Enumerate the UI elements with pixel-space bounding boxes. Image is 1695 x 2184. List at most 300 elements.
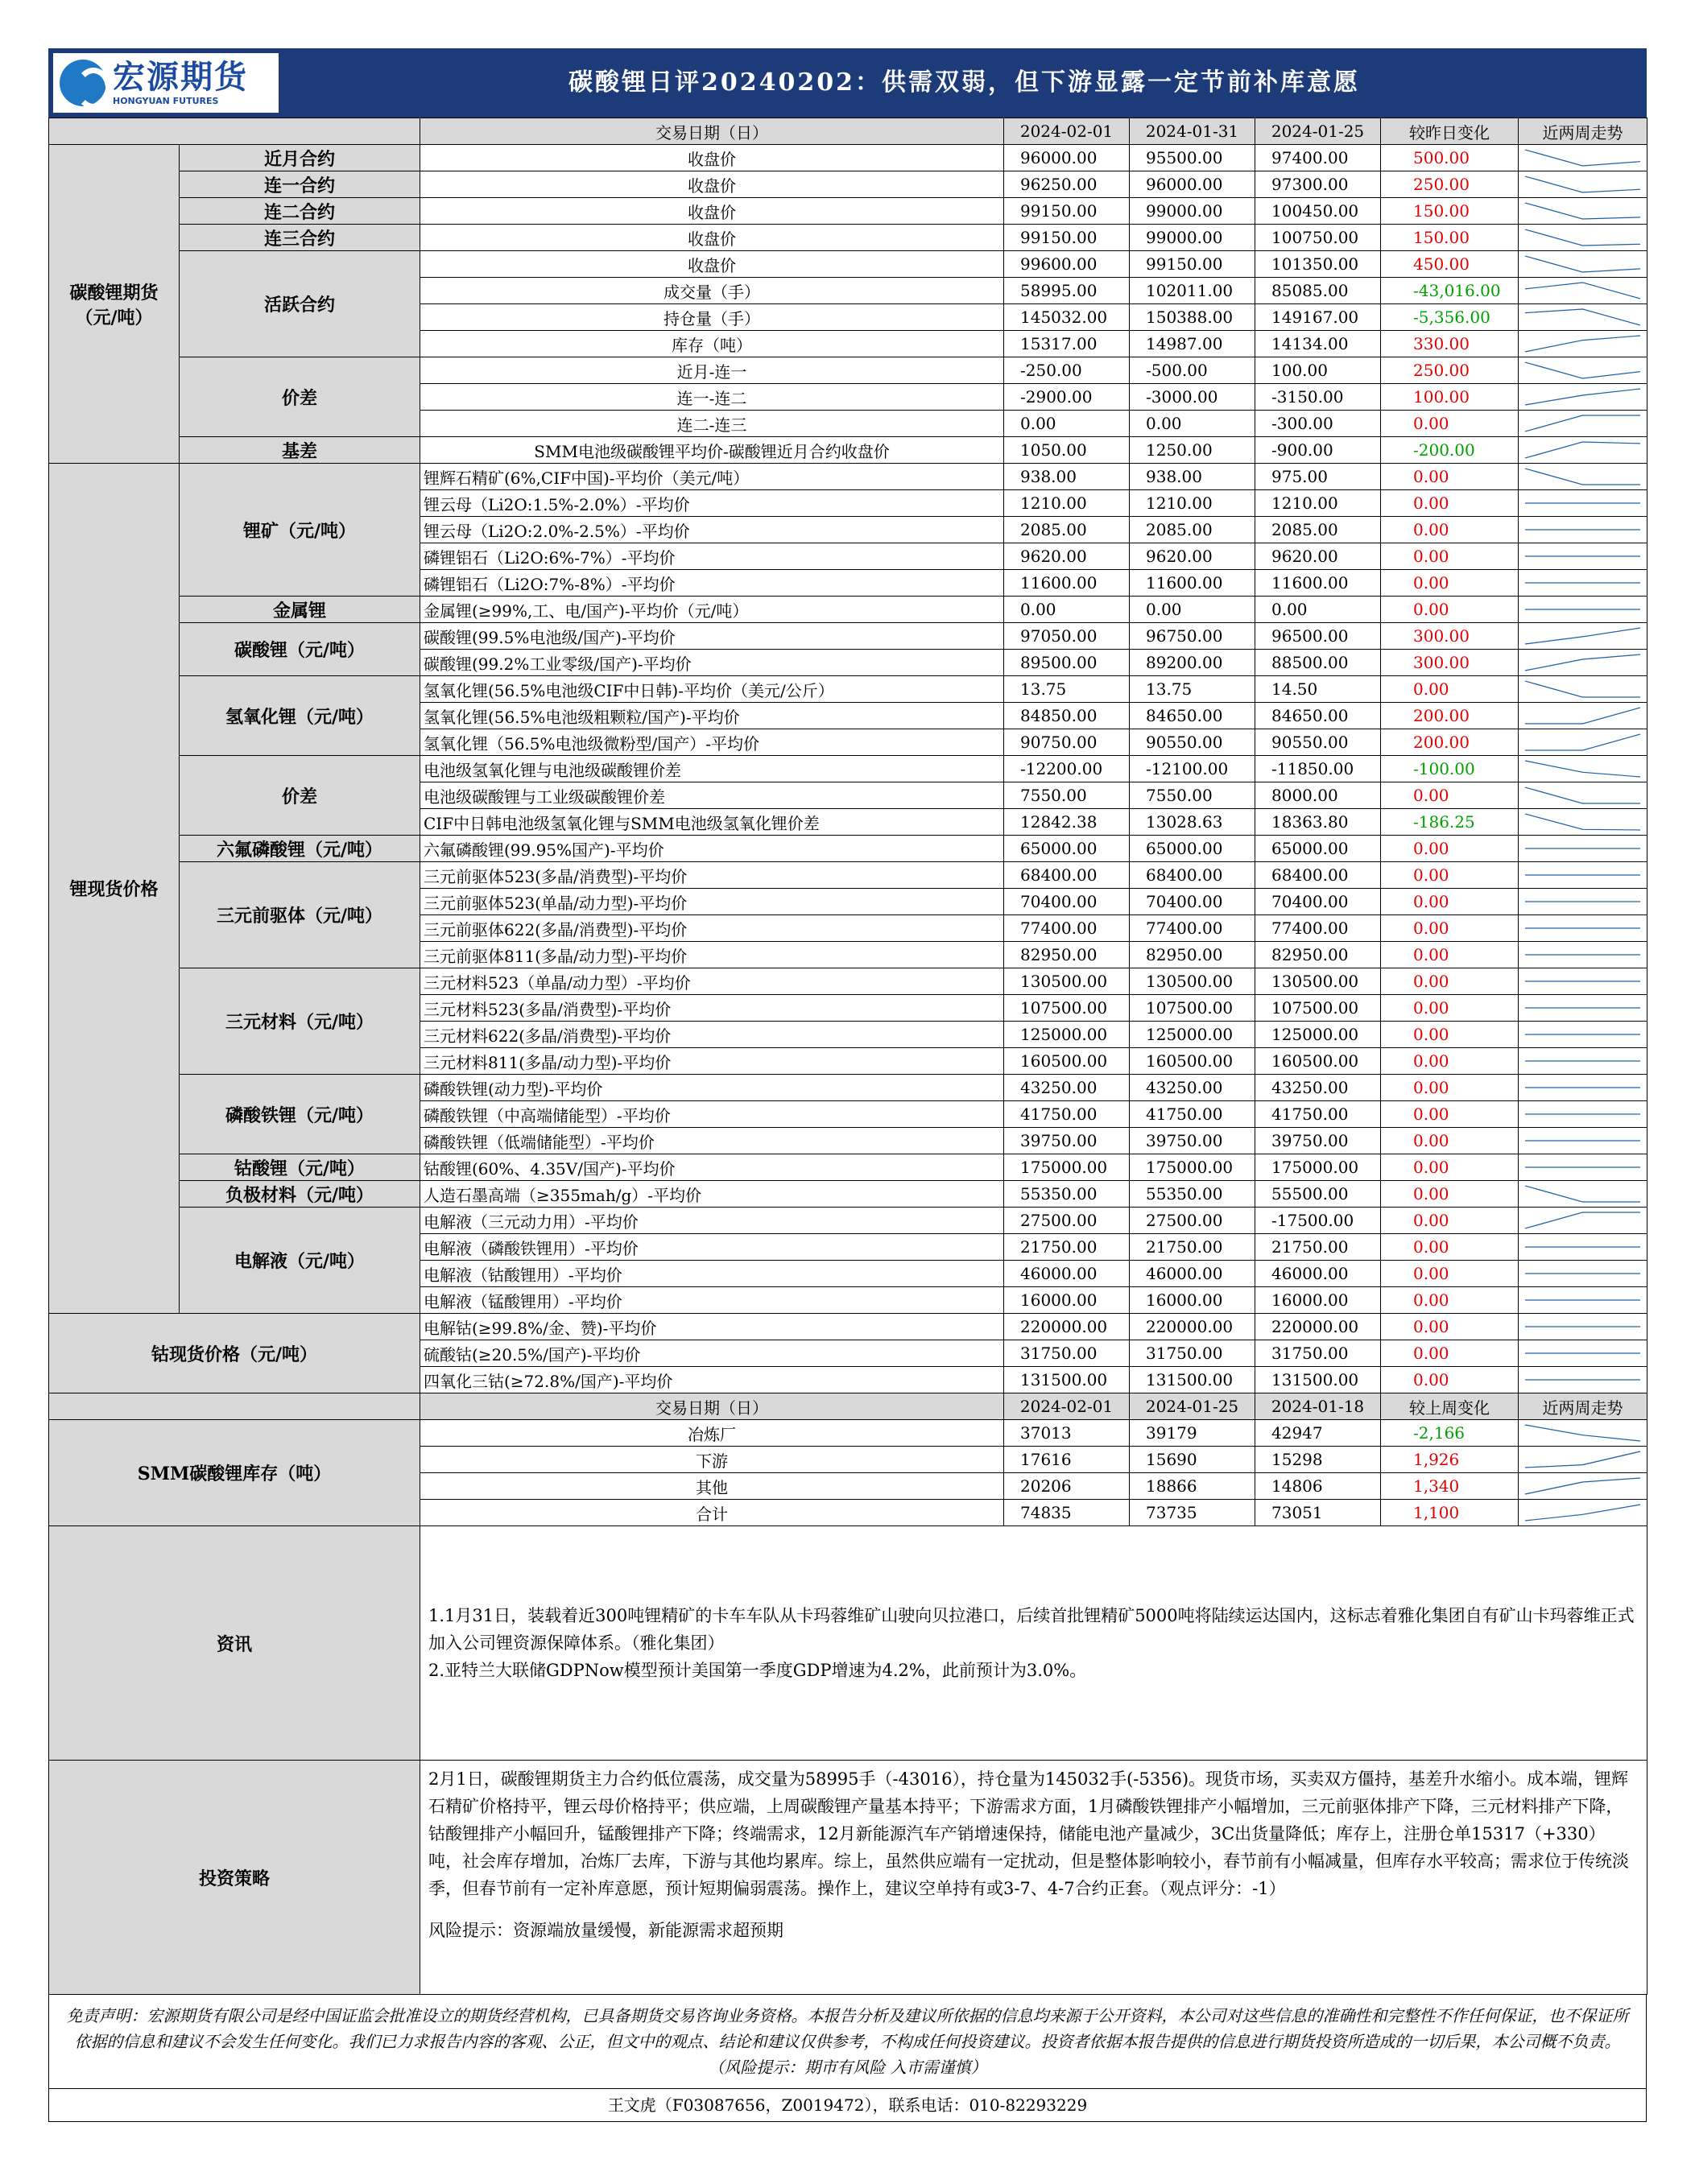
row-label: 收盘价 xyxy=(420,171,1004,198)
table-header-row xyxy=(49,118,1647,145)
strategy-text: 2月1日，碳酸锂期货主力合约低位震荡，成交量为58995手（-43016），持仓量为145032手(-5356)。现货市场，买卖双方僵持，基差升水缩小。成本端，锂辉石精矿价格持平，锂云母价格持平；供应端，上周碳酸锂产量基本持平；下游需求方面，1月磷酸铁锂排产小幅增加，三元前驱体排产下降，三元材料排产下降，钴酸锂排产小幅回升，锰酸锂排产下降；终端需求，12月新能源汽车产销增速保持，储能电池产量减少，3C出货量降低；库存上，注册仓单15317（+330）吨，社会库存增加，冶炼厂去库，下游与其他均累库。综上，虽然供应端有一定扰动，但是整体影响较小，春节前有小幅减量，但库存水平较高；需求位于传统淡季，但春节前有一定补库意愿，预计短期偏弱震荡。操作上，建议空单持有或3-7、4-7合约正套。（观点评分：-1） xyxy=(428,1769,1629,1898)
value-cell: 9620.00 xyxy=(1130,543,1255,570)
value-cell: 160500.00 xyxy=(1255,1048,1381,1075)
value-cell: 101350.00 xyxy=(1255,251,1381,278)
value-cell: 99000.00 xyxy=(1130,225,1255,251)
sparkline-line xyxy=(1525,1425,1640,1441)
group-label: 锂矿（元/吨） xyxy=(180,464,420,597)
row-label: 下游 xyxy=(420,1447,1004,1473)
change-cell: 0.00 xyxy=(1381,1287,1519,1314)
value-cell: 70400.00 xyxy=(1130,889,1255,915)
table-row xyxy=(49,357,1647,384)
table-row xyxy=(49,464,1647,490)
logo-name-en: HONGYUAN FUTURES xyxy=(113,95,219,106)
row-label: 三元前驱体811(多晶/动力型)-平均价 xyxy=(420,942,1004,968)
value-cell: 46000.00 xyxy=(1255,1261,1381,1287)
row-label: 三元材料622(多晶/消费型)-平均价 xyxy=(420,1022,1004,1048)
value-cell: 131500.00 xyxy=(1255,1367,1381,1393)
trend-sparkline xyxy=(1519,331,1647,357)
value-cell: 90550.00 xyxy=(1130,729,1255,756)
change-cell: -5,356.00 xyxy=(1381,304,1519,331)
value-cell: 99150.00 xyxy=(1004,198,1130,225)
value-cell: 21750.00 xyxy=(1004,1234,1130,1261)
trend-sparkline xyxy=(1519,304,1647,331)
sparkline-line xyxy=(1525,229,1640,246)
value-cell: -17500.00 xyxy=(1255,1208,1381,1234)
row-label: SMM电池级碳酸锂平均价-碳酸锂近月合约收盘价 xyxy=(420,437,1004,464)
sparkline-line xyxy=(1525,814,1640,830)
trend-sparkline xyxy=(1519,1367,1647,1393)
trend-sparkline xyxy=(1519,517,1647,543)
trend-sparkline xyxy=(1519,889,1647,915)
value-cell: -11850.00 xyxy=(1255,756,1381,782)
value-cell: 0.00 xyxy=(1004,597,1130,623)
table-row xyxy=(49,1075,1647,1101)
value-cell: 39750.00 xyxy=(1004,1128,1130,1154)
trend-sparkline xyxy=(1519,1075,1647,1101)
value-cell: 97400.00 xyxy=(1255,145,1381,171)
sparkline-line xyxy=(1525,761,1640,777)
news-item: 2.亚特兰大联储GDPNow模型预计美国第一季度GDP增速为4.2%，此前预计为3.0%。 xyxy=(428,1661,1087,1680)
change-cell: 0.00 xyxy=(1381,1048,1519,1075)
trend-sparkline xyxy=(1519,198,1647,225)
disclaimer: 免责声明：宏源期货有限公司是经中国证监会批准设立的期货经营机构，已具备期货交易咨询业务资格。本报告分析及建议所依据的信息均来源于公开资料，本公司对这些信息的准确性和完整性不作任何保证，也不保证所依据的信息和建议不会发生任何变化。我们已力求报告内容的客观、公正，但文中的观点、结论和建议仅供参考，不构成任何投资建议。投资者依据本报告提供的信息进行期货投资所造成的一切后果，本公司概不负责。（风险提示：期市有风险 入市需谨慎） xyxy=(48,1995,1647,2089)
column-header: 2024-01-25 xyxy=(1130,1393,1255,1420)
sparkline-line xyxy=(1525,203,1640,219)
value-cell: 65000.00 xyxy=(1255,836,1381,862)
trend-sparkline xyxy=(1519,1261,1647,1287)
trend-sparkline xyxy=(1519,836,1647,862)
row-label: 磷酸铁锂（低端储能型）-平均价 xyxy=(420,1128,1004,1154)
header-blank xyxy=(49,1393,420,1420)
sparkline-line xyxy=(1525,442,1640,458)
sparkline-line xyxy=(1525,1505,1640,1521)
trend-sparkline xyxy=(1519,464,1647,490)
table-row xyxy=(49,1154,1647,1181)
value-cell: 97050.00 xyxy=(1004,623,1130,650)
trend-sparkline xyxy=(1519,1128,1647,1154)
value-cell: -2900.00 xyxy=(1004,384,1130,411)
group-label: 价差 xyxy=(180,357,420,437)
trend-sparkline xyxy=(1519,225,1647,251)
value-cell: 0.00 xyxy=(1004,411,1130,437)
column-header: 2024-02-01 xyxy=(1004,118,1130,145)
change-cell: 0.00 xyxy=(1381,1340,1519,1367)
table-row xyxy=(49,1181,1647,1208)
row-label: CIF中日韩电池级氢氧化锂与SMM电池级氢氧化锂价差 xyxy=(420,809,1004,836)
row-label: 氢氧化锂(56.5%电池级粗颗粒/国产)-平均价 xyxy=(420,703,1004,729)
trend-sparkline xyxy=(1519,411,1647,437)
value-cell: 96750.00 xyxy=(1130,623,1255,650)
value-cell: 7550.00 xyxy=(1130,782,1255,809)
value-cell: 20206 xyxy=(1004,1473,1130,1500)
group-label: 负极材料（元/吨） xyxy=(180,1181,420,1208)
value-cell: 99150.00 xyxy=(1004,225,1130,251)
value-cell: 13.75 xyxy=(1004,676,1130,703)
sparkline-line xyxy=(1525,469,1640,485)
change-cell: -186.25 xyxy=(1381,809,1519,836)
change-cell: 0.00 xyxy=(1381,995,1519,1022)
risk-note: 风险提示：资源端放量缓慢，新能源需求超预期 xyxy=(428,1921,783,1940)
value-cell: 21750.00 xyxy=(1255,1234,1381,1261)
table-row xyxy=(49,198,1647,225)
row-label: 锂云母（Li2O:2.0%-2.5%）-平均价 xyxy=(420,517,1004,543)
value-cell: 975.00 xyxy=(1255,464,1381,490)
table-row xyxy=(49,251,1647,278)
value-cell: 220000.00 xyxy=(1255,1314,1381,1340)
table-row xyxy=(49,836,1647,862)
value-cell: 97300.00 xyxy=(1255,171,1381,198)
row-label: 电解液（锰酸锂用）-平均价 xyxy=(420,1287,1004,1314)
row-label: 持仓量（手） xyxy=(420,304,1004,331)
value-cell: 130500.00 xyxy=(1255,968,1381,995)
trend-sparkline xyxy=(1519,171,1647,198)
column-header: 近两周走势 xyxy=(1519,118,1647,145)
table-row xyxy=(49,1420,1647,1447)
value-cell: 14987.00 xyxy=(1130,331,1255,357)
sparkline-line xyxy=(1525,1478,1640,1494)
value-cell: 11600.00 xyxy=(1130,570,1255,597)
value-cell: 55350.00 xyxy=(1130,1181,1255,1208)
group-label: 连二合约 xyxy=(180,198,420,225)
sparkline-line xyxy=(1525,654,1640,671)
value-cell: 160500.00 xyxy=(1004,1048,1130,1075)
value-cell: 1210.00 xyxy=(1130,490,1255,517)
trend-sparkline xyxy=(1519,543,1647,570)
column-header: 交易日期（日） xyxy=(420,1393,1004,1420)
report-title: 碳酸锂日评20240202：供需双弱，但下游显露一定节前补库意愿 xyxy=(568,68,1360,97)
trend-sparkline xyxy=(1519,1447,1647,1473)
value-cell: 55500.00 xyxy=(1255,1181,1381,1208)
value-cell: 99000.00 xyxy=(1130,198,1255,225)
value-cell: 0.00 xyxy=(1130,597,1255,623)
value-cell: 125000.00 xyxy=(1130,1022,1255,1048)
logo-icon xyxy=(60,60,106,106)
trend-sparkline xyxy=(1519,437,1647,464)
value-cell: 39750.00 xyxy=(1255,1128,1381,1154)
row-label: 电池级氢氧化锂与电池级碳酸锂价差 xyxy=(420,756,1004,782)
trend-sparkline xyxy=(1519,384,1647,411)
value-cell: 85085.00 xyxy=(1255,278,1381,304)
change-cell: 250.00 xyxy=(1381,171,1519,198)
value-cell: 43250.00 xyxy=(1255,1075,1381,1101)
change-cell: 150.00 xyxy=(1381,198,1519,225)
column-header: 较昨日变化 xyxy=(1381,118,1519,145)
trend-sparkline xyxy=(1519,490,1647,517)
value-cell: 68400.00 xyxy=(1004,862,1130,889)
trend-sparkline xyxy=(1519,703,1647,729)
row-label: 锂辉石精矿(6%,CIF中国)-平均价（美元/吨） xyxy=(420,464,1004,490)
row-label: 收盘价 xyxy=(420,198,1004,225)
group-label: 价差 xyxy=(180,756,420,836)
value-cell: 68400.00 xyxy=(1130,862,1255,889)
value-cell: 68400.00 xyxy=(1255,862,1381,889)
row-label: 金属锂(≥99%,工、电/国产)-平均价（元/吨） xyxy=(420,597,1004,623)
sparkline-line xyxy=(1525,628,1640,644)
value-cell: 27500.00 xyxy=(1130,1208,1255,1234)
company-logo xyxy=(53,53,279,113)
value-cell: 46000.00 xyxy=(1130,1261,1255,1287)
sparkline-line xyxy=(1525,1212,1640,1228)
sparkline-line xyxy=(1525,256,1640,272)
value-cell: 73051 xyxy=(1255,1500,1381,1526)
change-cell: 1,100 xyxy=(1381,1500,1519,1526)
trend-sparkline xyxy=(1519,809,1647,836)
value-cell: 1050.00 xyxy=(1004,437,1130,464)
sparkline-line xyxy=(1525,362,1640,378)
change-cell: 100.00 xyxy=(1381,384,1519,411)
trend-sparkline xyxy=(1519,1473,1647,1500)
group-label: 金属锂 xyxy=(180,597,420,623)
value-cell: 16000.00 xyxy=(1255,1287,1381,1314)
sparkline-line xyxy=(1525,708,1640,724)
value-cell: 82950.00 xyxy=(1130,942,1255,968)
value-cell: 84650.00 xyxy=(1130,703,1255,729)
category-label: 锂现货价格 xyxy=(49,464,180,1314)
value-cell: 41750.00 xyxy=(1004,1101,1130,1128)
group-label: 电解液（元/吨） xyxy=(180,1208,420,1314)
change-cell: 0.00 xyxy=(1381,968,1519,995)
value-cell: 2085.00 xyxy=(1130,517,1255,543)
group-label: 碳酸锂（元/吨） xyxy=(180,623,420,676)
value-cell: 77400.00 xyxy=(1255,915,1381,942)
value-cell: 31750.00 xyxy=(1255,1340,1381,1367)
value-cell: -250.00 xyxy=(1004,357,1130,384)
value-cell: 220000.00 xyxy=(1004,1314,1130,1340)
value-cell: 21750.00 xyxy=(1130,1234,1255,1261)
value-cell: 107500.00 xyxy=(1255,995,1381,1022)
value-cell: 41750.00 xyxy=(1130,1101,1255,1128)
table-row xyxy=(49,1208,1647,1234)
trend-sparkline xyxy=(1519,1234,1647,1261)
report-frame xyxy=(48,48,1647,2122)
group-label: 六氟磷酸锂（元/吨） xyxy=(180,836,420,862)
trend-sparkline xyxy=(1519,650,1647,676)
table-row xyxy=(49,676,1647,703)
trend-sparkline xyxy=(1519,1022,1647,1048)
value-cell: 31750.00 xyxy=(1130,1340,1255,1367)
table-row xyxy=(49,623,1647,650)
table-row xyxy=(49,597,1647,623)
trend-sparkline xyxy=(1519,1314,1647,1340)
value-cell: 107500.00 xyxy=(1130,995,1255,1022)
value-cell: 125000.00 xyxy=(1004,1022,1130,1048)
sparkline-line xyxy=(1525,1186,1640,1202)
column-header: 2024-02-01 xyxy=(1004,1393,1130,1420)
trend-sparkline xyxy=(1519,1101,1647,1128)
group-label: 氢氧化锂（元/吨） xyxy=(180,676,420,756)
value-cell: 82950.00 xyxy=(1004,942,1130,968)
value-cell: 58995.00 xyxy=(1004,278,1130,304)
value-cell: 15317.00 xyxy=(1004,331,1130,357)
value-cell: 100750.00 xyxy=(1255,225,1381,251)
value-cell: 14.50 xyxy=(1255,676,1381,703)
change-cell: 0.00 xyxy=(1381,1208,1519,1234)
row-label: 六氟磷酸锂(99.95%国产)-平均价 xyxy=(420,836,1004,862)
value-cell: 938.00 xyxy=(1130,464,1255,490)
trend-sparkline xyxy=(1519,1500,1647,1526)
table-row xyxy=(49,145,1647,171)
news-label: 资讯 xyxy=(49,1526,420,1761)
value-cell: 43250.00 xyxy=(1130,1075,1255,1101)
group-label: 钴酸锂（元/吨） xyxy=(180,1154,420,1181)
trend-sparkline xyxy=(1519,676,1647,703)
row-label: 电解液（钴酸锂用）-平均价 xyxy=(420,1261,1004,1287)
value-cell: 16000.00 xyxy=(1130,1287,1255,1314)
change-cell: 500.00 xyxy=(1381,145,1519,171)
value-cell: 2085.00 xyxy=(1255,517,1381,543)
value-cell: -500.00 xyxy=(1130,357,1255,384)
trend-sparkline xyxy=(1519,942,1647,968)
value-cell: 125000.00 xyxy=(1255,1022,1381,1048)
news-row xyxy=(49,1526,1647,1761)
column-header: 近两周走势 xyxy=(1519,1393,1647,1420)
group-label: 三元材料（元/吨） xyxy=(180,968,420,1075)
change-cell: 0.00 xyxy=(1381,543,1519,570)
category-label: 钴现货价格（元/吨） xyxy=(49,1314,420,1393)
value-cell: 16000.00 xyxy=(1004,1287,1130,1314)
trend-sparkline xyxy=(1519,623,1647,650)
value-cell: 15298 xyxy=(1255,1447,1381,1473)
analyst-contact: 王文虎（F03087656，Z0019472），联系电话：010-82293229 xyxy=(48,2089,1647,2122)
value-cell: 14806 xyxy=(1255,1473,1381,1500)
row-label: 收盘价 xyxy=(420,225,1004,251)
sparkline-line xyxy=(1525,681,1640,697)
change-cell: 0.00 xyxy=(1381,411,1519,437)
news-item: 1.1月31日，装载着近300吨锂精矿的卡车车队从卡玛蓉维矿山驶向贝拉港口，后续首批锂精矿5000吨将陆续运达国内，这标志着雅化集团自有矿山卡玛蓉维正式加入公司锂资源保障体系。（雅化集团） xyxy=(428,1606,1635,1653)
column-header: 2024-01-31 xyxy=(1130,118,1255,145)
row-label: 合计 xyxy=(420,1500,1004,1526)
sparkline-line xyxy=(1525,283,1640,299)
value-cell: 175000.00 xyxy=(1255,1154,1381,1181)
value-cell: 18363.80 xyxy=(1255,809,1381,836)
value-cell: 12842.38 xyxy=(1004,809,1130,836)
value-cell: 149167.00 xyxy=(1255,304,1381,331)
value-cell: 11600.00 xyxy=(1004,570,1130,597)
value-cell: 96500.00 xyxy=(1255,623,1381,650)
row-label: 三元前驱体523(多晶/消费型)-平均价 xyxy=(420,862,1004,889)
trend-sparkline xyxy=(1519,968,1647,995)
trend-sparkline xyxy=(1519,1048,1647,1075)
change-cell: 0.00 xyxy=(1381,836,1519,862)
value-cell: 107500.00 xyxy=(1004,995,1130,1022)
row-label: 近月-连一 xyxy=(420,357,1004,384)
value-cell: 1210.00 xyxy=(1004,490,1130,517)
row-label: 电池级碳酸锂与工业级碳酸锂价差 xyxy=(420,782,1004,809)
value-cell: 90750.00 xyxy=(1004,729,1130,756)
change-cell: -43,016.00 xyxy=(1381,278,1519,304)
value-cell: 90550.00 xyxy=(1255,729,1381,756)
trend-sparkline xyxy=(1519,145,1647,171)
value-cell: 55350.00 xyxy=(1004,1181,1130,1208)
value-cell: 74835 xyxy=(1004,1500,1130,1526)
trend-sparkline xyxy=(1519,862,1647,889)
value-cell: 46000.00 xyxy=(1004,1261,1130,1287)
column-header: 较上周变化 xyxy=(1381,1393,1519,1420)
value-cell: 77400.00 xyxy=(1004,915,1130,942)
strategy-label: 投资策略 xyxy=(49,1761,420,1995)
value-cell: 84650.00 xyxy=(1255,703,1381,729)
row-label: 锂云母（Li2O:1.5%-2.0%）-平均价 xyxy=(420,490,1004,517)
logo-name-cn: 宏源期货 xyxy=(113,58,248,96)
value-cell: 96000.00 xyxy=(1004,145,1130,171)
value-cell: 9620.00 xyxy=(1004,543,1130,570)
value-cell: 65000.00 xyxy=(1130,836,1255,862)
change-cell: 330.00 xyxy=(1381,331,1519,357)
trend-sparkline xyxy=(1519,278,1647,304)
value-cell: 15690 xyxy=(1130,1447,1255,1473)
value-cell: 150388.00 xyxy=(1130,304,1255,331)
change-cell: 0.00 xyxy=(1381,1261,1519,1287)
value-cell: -12200.00 xyxy=(1004,756,1130,782)
table-row xyxy=(49,1314,1647,1340)
news-content xyxy=(420,1526,1647,1761)
sparkline-line xyxy=(1525,415,1640,431)
row-label: 碳酸锂(99.5%电池级/国产)-平均价 xyxy=(420,623,1004,650)
change-cell: 0.00 xyxy=(1381,1154,1519,1181)
value-cell: 17616 xyxy=(1004,1447,1130,1473)
group-label: 基差 xyxy=(180,437,420,464)
change-cell: 0.00 xyxy=(1381,490,1519,517)
row-label: 四氧化三钴(≥72.8%/国产)-平均价 xyxy=(420,1367,1004,1393)
change-cell: 0.00 xyxy=(1381,464,1519,490)
sparkline-line xyxy=(1525,734,1640,750)
value-cell: 73735 xyxy=(1130,1500,1255,1526)
row-label: 连一-连二 xyxy=(420,384,1004,411)
value-cell: 100.00 xyxy=(1255,357,1381,384)
change-cell: 0.00 xyxy=(1381,1181,1519,1208)
column-header: 2024-01-18 xyxy=(1255,1393,1381,1420)
header-blank xyxy=(49,118,420,145)
change-cell: 450.00 xyxy=(1381,251,1519,278)
change-cell: 0.00 xyxy=(1381,676,1519,703)
group-label: 三元前驱体（元/吨） xyxy=(180,862,420,968)
value-cell: 77400.00 xyxy=(1130,915,1255,942)
value-cell: -3000.00 xyxy=(1130,384,1255,411)
row-label: 磷酸铁锂(动力型)-平均价 xyxy=(420,1075,1004,1101)
row-label: 连二-连三 xyxy=(420,411,1004,437)
table-row xyxy=(49,225,1647,251)
row-label: 成交量（手） xyxy=(420,278,1004,304)
row-label: 电解钴(≥99.8%/金、赞)-平均价 xyxy=(420,1314,1004,1340)
value-cell: 145032.00 xyxy=(1004,304,1130,331)
value-cell: -12100.00 xyxy=(1130,756,1255,782)
table-row xyxy=(49,437,1647,464)
change-cell: 0.00 xyxy=(1381,889,1519,915)
sparkline-line xyxy=(1525,787,1640,803)
value-cell: 100450.00 xyxy=(1255,198,1381,225)
table-row xyxy=(49,171,1647,198)
strategy-row xyxy=(49,1761,1647,1995)
trend-sparkline xyxy=(1519,597,1647,623)
change-cell: 200.00 xyxy=(1381,703,1519,729)
value-cell: 8000.00 xyxy=(1255,782,1381,809)
sparkline-line xyxy=(1525,309,1640,325)
row-label: 三元材料811(多晶/动力型)-平均价 xyxy=(420,1048,1004,1075)
value-cell: 96250.00 xyxy=(1004,171,1130,198)
group-label: 近月合约 xyxy=(180,145,420,171)
change-cell: 0.00 xyxy=(1381,597,1519,623)
change-cell: 0.00 xyxy=(1381,915,1519,942)
change-cell: 0.00 xyxy=(1381,1314,1519,1340)
value-cell: 39179 xyxy=(1130,1420,1255,1447)
row-label: 三元材料523（单晶/动力型）-平均价 xyxy=(420,968,1004,995)
value-cell: 11600.00 xyxy=(1255,570,1381,597)
change-cell: 0.00 xyxy=(1381,1234,1519,1261)
value-cell: 175000.00 xyxy=(1004,1154,1130,1181)
row-label: 磷锂铝石（Li2O:7%-8%）-平均价 xyxy=(420,570,1004,597)
value-cell: 27500.00 xyxy=(1004,1208,1130,1234)
